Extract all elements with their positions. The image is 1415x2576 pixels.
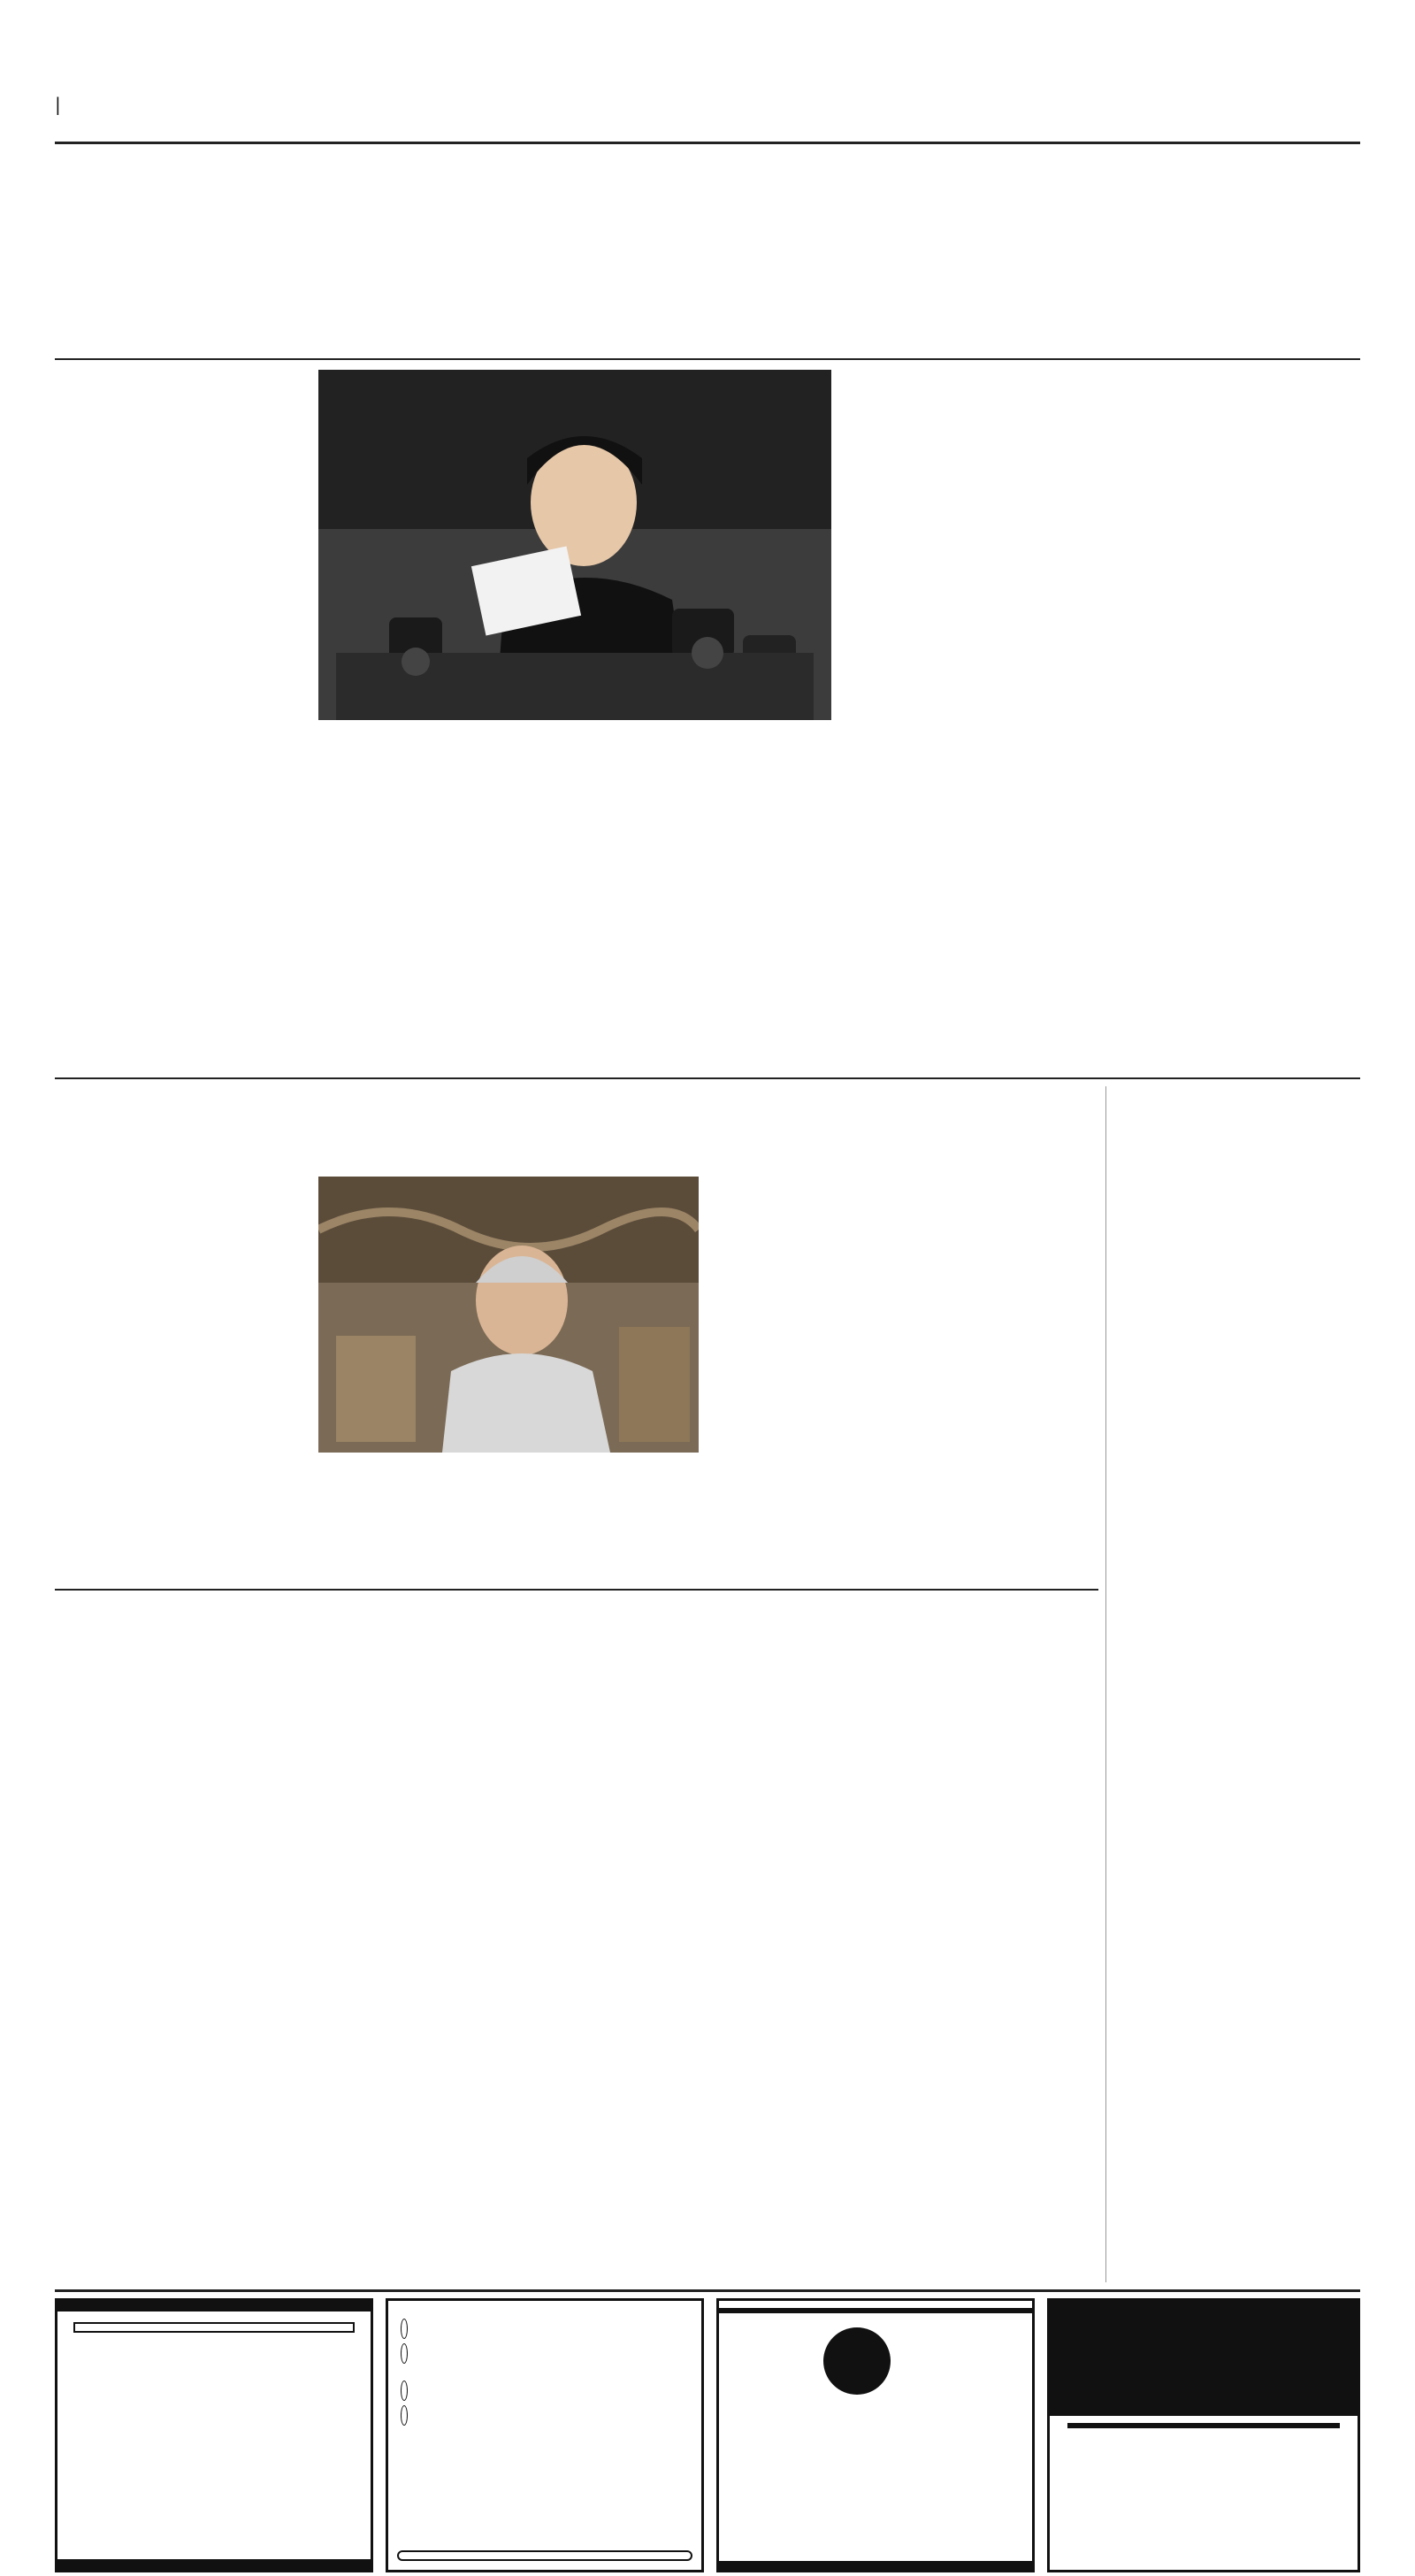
sidebar-body (1120, 1173, 1360, 2279)
ad-tag (401, 2343, 408, 2364)
sidebar-divider (1105, 1086, 1106, 2282)
ad-aa-moving[interactable] (1047, 2298, 1360, 2572)
press-conference-image (318, 370, 831, 720)
story2-column-2 (318, 1461, 566, 1580)
ad-body (388, 2315, 701, 2430)
shop-owner-photo (318, 1177, 699, 1453)
ad-badge (823, 2327, 891, 2395)
story3-column-3 (584, 1681, 831, 2282)
ad-footer (719, 2561, 1032, 2570)
ad-phone[interactable] (57, 2559, 371, 2570)
ad-body (719, 2313, 1032, 2395)
page-date: | (55, 94, 61, 115)
rattan-shop-image (318, 1177, 699, 1453)
story3-column-4 (849, 1681, 1097, 2282)
divider (55, 358, 1360, 360)
ad-text (57, 2312, 371, 2322)
divider (55, 1589, 1098, 1591)
ad-jingcheng[interactable] (386, 2298, 704, 2572)
ad-slogan (726, 2320, 823, 2395)
ad-service-list (891, 2320, 1025, 2395)
ad-title (719, 2301, 1032, 2308)
lead-photo (318, 370, 831, 720)
divider (55, 1077, 1360, 1079)
ad-title (388, 2301, 701, 2315)
story2-column-4 (849, 1177, 1097, 1580)
ad-header (1050, 2301, 1358, 2416)
top-rule (55, 142, 1360, 144)
ad-contact-box (397, 2550, 692, 2561)
story2-column-1 (55, 1177, 302, 1580)
ad-text (1050, 2428, 1358, 2435)
ad-renyi[interactable] (716, 2298, 1035, 2572)
ad-tag (401, 2319, 408, 2339)
story3-column-2 (318, 1681, 566, 2282)
ad-heping[interactable] (55, 2298, 373, 2572)
story2-column-3 (584, 1461, 831, 1580)
ad-tag (401, 2380, 408, 2401)
ad-box (73, 2322, 355, 2333)
ad-text (1050, 2416, 1358, 2423)
ads-divider (55, 2289, 1360, 2292)
ad-tag (401, 2405, 408, 2426)
story3-column-1 (55, 1681, 302, 2282)
